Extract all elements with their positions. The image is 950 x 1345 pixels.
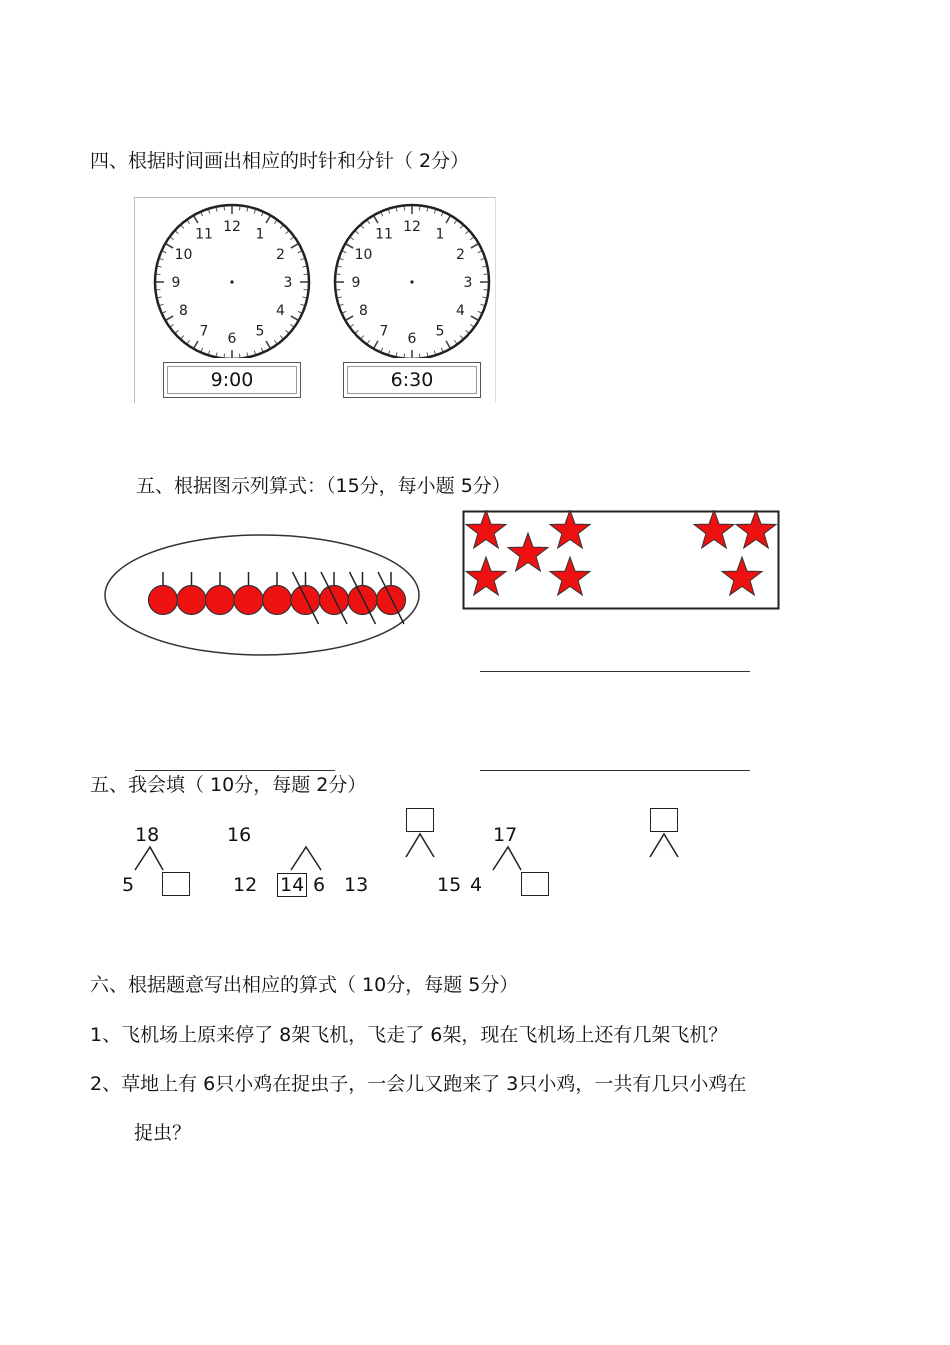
bond-a-branches: [135, 847, 163, 870]
bond-b-boxed-number: 14: [277, 873, 307, 897]
clock-number: 5: [255, 323, 265, 340]
clock-number: 9: [171, 275, 181, 291]
clock-number: 6: [227, 331, 237, 347]
clock-number: 8: [179, 303, 188, 319]
bond-a-left: 5: [122, 874, 135, 896]
clock-number: 3: [283, 275, 293, 291]
clock-time-label-1: 9:00: [163, 362, 301, 398]
clock-number: 9: [351, 275, 361, 291]
bond-d-top: 17: [493, 824, 518, 846]
question-2-line-2: 捉虫？: [134, 1122, 192, 1144]
bond-b-left: 12: [233, 874, 258, 896]
clock-number: 3: [463, 275, 473, 291]
question-2-line-1: 2、草地上有 6只小鸡在捉虫子，一会儿又跑来了 3只小鸡，一共有几只小鸡在: [90, 1073, 747, 1095]
clock-number: 12: [223, 219, 241, 235]
clock-number: 12: [403, 219, 421, 235]
bond-c-right: 15: [437, 874, 462, 896]
clock-number: 5: [435, 323, 445, 340]
bond-d-branches: [493, 847, 521, 870]
clock-number: 10: [174, 247, 193, 263]
bond-e-branches: [650, 834, 678, 857]
clock-number: 2: [456, 247, 465, 263]
bond-b-top: 16: [227, 824, 252, 846]
bond-c-left: 13: [344, 874, 369, 896]
clock-number: 4: [456, 303, 465, 319]
clock-number: 1: [255, 226, 265, 243]
clock-time-label-2: 6:30: [343, 362, 481, 398]
clock-number: 11: [375, 226, 393, 243]
section-4-title: 四、根据时间画出相应的时针和分针（ 2分）: [90, 150, 470, 172]
section-5b-title: 五、我会填（ 10分，每题 2分）: [90, 774, 367, 796]
clock-number: 2: [276, 247, 285, 263]
clock-number: 7: [199, 323, 209, 340]
bond-d-left: 4: [470, 874, 483, 896]
clock-number: 11: [195, 226, 213, 243]
clock-number: 1: [435, 226, 445, 243]
question-1: 1、飞机场上原来停了 8架飞机，飞走了 6架，现在飞机场上还有几架飞机？: [90, 1024, 728, 1046]
bond-c-branches: [406, 834, 434, 857]
clock-number: 10: [354, 247, 373, 263]
section-6-title: 六、根据题意写出相应的算式（ 10分，每题 5分）: [90, 974, 519, 996]
clock-number: 4: [276, 303, 285, 319]
bond-a-top: 18: [135, 824, 160, 846]
bond-b-right: 6: [313, 874, 326, 896]
clock-number: 6: [407, 331, 417, 347]
clock-number: 7: [379, 323, 389, 340]
bond-b-branches: [291, 847, 321, 870]
section-5a-title: 五、根据图示列算式：（15分，每小题 5分）: [136, 475, 511, 497]
clock-number: 8: [359, 303, 368, 319]
